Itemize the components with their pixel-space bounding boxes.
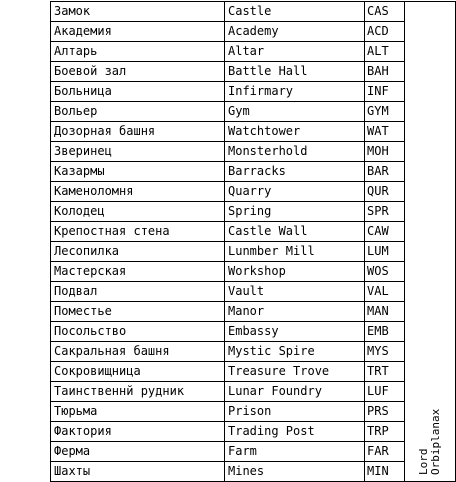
- table-row: [51, 182, 456, 202]
- code-cell: SPR: [365, 202, 405, 222]
- table-row: [51, 22, 456, 42]
- russian-name-cell: Сокровищница: [51, 362, 225, 382]
- table-row: [51, 462, 456, 482]
- code-cell: ACD: [365, 22, 405, 42]
- english-name-cell: Monsterhold: [225, 142, 365, 162]
- english-name-cell: Altar: [225, 42, 365, 62]
- table-row: [51, 222, 456, 242]
- code-cell: PRS: [365, 402, 405, 422]
- english-name-cell: Castle Wall: [225, 222, 365, 242]
- table-row: [51, 402, 456, 422]
- code-cell: BAH: [365, 62, 405, 82]
- english-name-cell: Watchtower: [225, 122, 365, 142]
- english-name-cell: Barracks: [225, 162, 365, 182]
- russian-name-cell: Колодец: [51, 202, 225, 222]
- english-name-cell: Workshop: [225, 262, 365, 282]
- russian-name-cell: Замок: [51, 2, 225, 22]
- table-row: [51, 282, 456, 302]
- table-row: [51, 82, 456, 102]
- code-cell: LUF: [365, 382, 405, 402]
- table-row: [51, 42, 456, 62]
- russian-name-cell: Тюрьма: [51, 402, 225, 422]
- code-cell: TRT: [365, 362, 405, 382]
- code-cell: WOS: [365, 262, 405, 282]
- english-name-cell: Treasure Trove: [225, 362, 365, 382]
- code-cell: GYM: [365, 102, 405, 122]
- english-name-cell: Battle Hall: [225, 62, 365, 82]
- table-row: [51, 262, 456, 282]
- russian-name-cell: Казармы: [51, 162, 225, 182]
- table-row: [51, 162, 456, 182]
- table-row: [51, 322, 456, 342]
- code-cell: LUM: [365, 242, 405, 262]
- english-name-cell: Trading Post: [225, 422, 365, 442]
- signature-line-2: Orbiplanax: [429, 408, 442, 475]
- russian-name-cell: Алтарь: [51, 42, 225, 62]
- english-name-cell: Mystic Spire: [225, 342, 365, 362]
- signature-column: [405, 2, 456, 482]
- russian-name-cell: Подвал: [51, 282, 225, 302]
- russian-name-cell: Лесопилка: [51, 242, 225, 262]
- english-name-cell: Castle: [225, 2, 365, 22]
- code-cell: MYS: [365, 342, 405, 362]
- table-row: [51, 102, 456, 122]
- russian-name-cell: Боевой зал: [51, 62, 225, 82]
- english-name-cell: Lunmber Mill: [225, 242, 365, 262]
- code-cell: ALT: [365, 42, 405, 62]
- buildings-table: [50, 1, 456, 482]
- code-cell: MOH: [365, 142, 405, 162]
- russian-name-cell: Шахты: [51, 462, 225, 482]
- code-cell: WAT: [365, 122, 405, 142]
- author-signature-text: [418, 409, 442, 475]
- code-cell: VAL: [365, 282, 405, 302]
- english-name-cell: Quarry: [225, 182, 365, 202]
- english-name-cell: Lunar Foundry: [225, 382, 365, 402]
- signature-line-1: Lord: [417, 448, 430, 475]
- russian-name-cell: Таинственнй рудник: [51, 382, 225, 402]
- table-row: [51, 142, 456, 162]
- table-row: [51, 62, 456, 82]
- table-row: [51, 422, 456, 442]
- english-name-cell: Gym: [225, 102, 365, 122]
- code-cell: BAR: [365, 162, 405, 182]
- table-row: [51, 122, 456, 142]
- table-row: [51, 442, 456, 462]
- code-cell: INF: [365, 82, 405, 102]
- code-cell: QUR: [365, 182, 405, 202]
- english-name-cell: Manor: [225, 302, 365, 322]
- english-name-cell: Prison: [225, 402, 365, 422]
- code-cell: CAS: [365, 2, 405, 22]
- code-cell: MIN: [365, 462, 405, 482]
- buildings-table-body: [51, 2, 456, 482]
- table-row: [51, 202, 456, 222]
- table-row: [51, 362, 456, 382]
- code-cell: CAW: [365, 222, 405, 242]
- russian-name-cell: Академия: [51, 22, 225, 42]
- code-cell: TRP: [365, 422, 405, 442]
- russian-name-cell: Зверинец: [51, 142, 225, 162]
- russian-name-cell: Крепостная стена: [51, 222, 225, 242]
- russian-name-cell: Больница: [51, 82, 225, 102]
- english-name-cell: Vault: [225, 282, 365, 302]
- russian-name-cell: Посольство: [51, 322, 225, 342]
- english-name-cell: Spring: [225, 202, 365, 222]
- russian-name-cell: Мастерская: [51, 262, 225, 282]
- buildings-table-container: [50, 1, 455, 481]
- code-cell: EMB: [365, 322, 405, 342]
- table-row: [51, 342, 456, 362]
- table-row: [51, 302, 456, 322]
- russian-name-cell: Ферма: [51, 442, 225, 462]
- table-row: [51, 2, 456, 22]
- russian-name-cell: Дозорная башня: [51, 122, 225, 142]
- russian-name-cell: Вольер: [51, 102, 225, 122]
- russian-name-cell: Каменоломня: [51, 182, 225, 202]
- english-name-cell: Embassy: [225, 322, 365, 342]
- russian-name-cell: Поместье: [51, 302, 225, 322]
- russian-name-cell: Сакральная башня: [51, 342, 225, 362]
- table-row: [51, 382, 456, 402]
- english-name-cell: Farm: [225, 442, 365, 462]
- table-row: [51, 242, 456, 262]
- russian-name-cell: Фактория: [51, 422, 225, 442]
- english-name-cell: Mines: [225, 462, 365, 482]
- code-cell: FAR: [365, 442, 405, 462]
- english-name-cell: Infirmary: [225, 82, 365, 102]
- english-name-cell: Academy: [225, 22, 365, 42]
- code-cell: MAN: [365, 302, 405, 322]
